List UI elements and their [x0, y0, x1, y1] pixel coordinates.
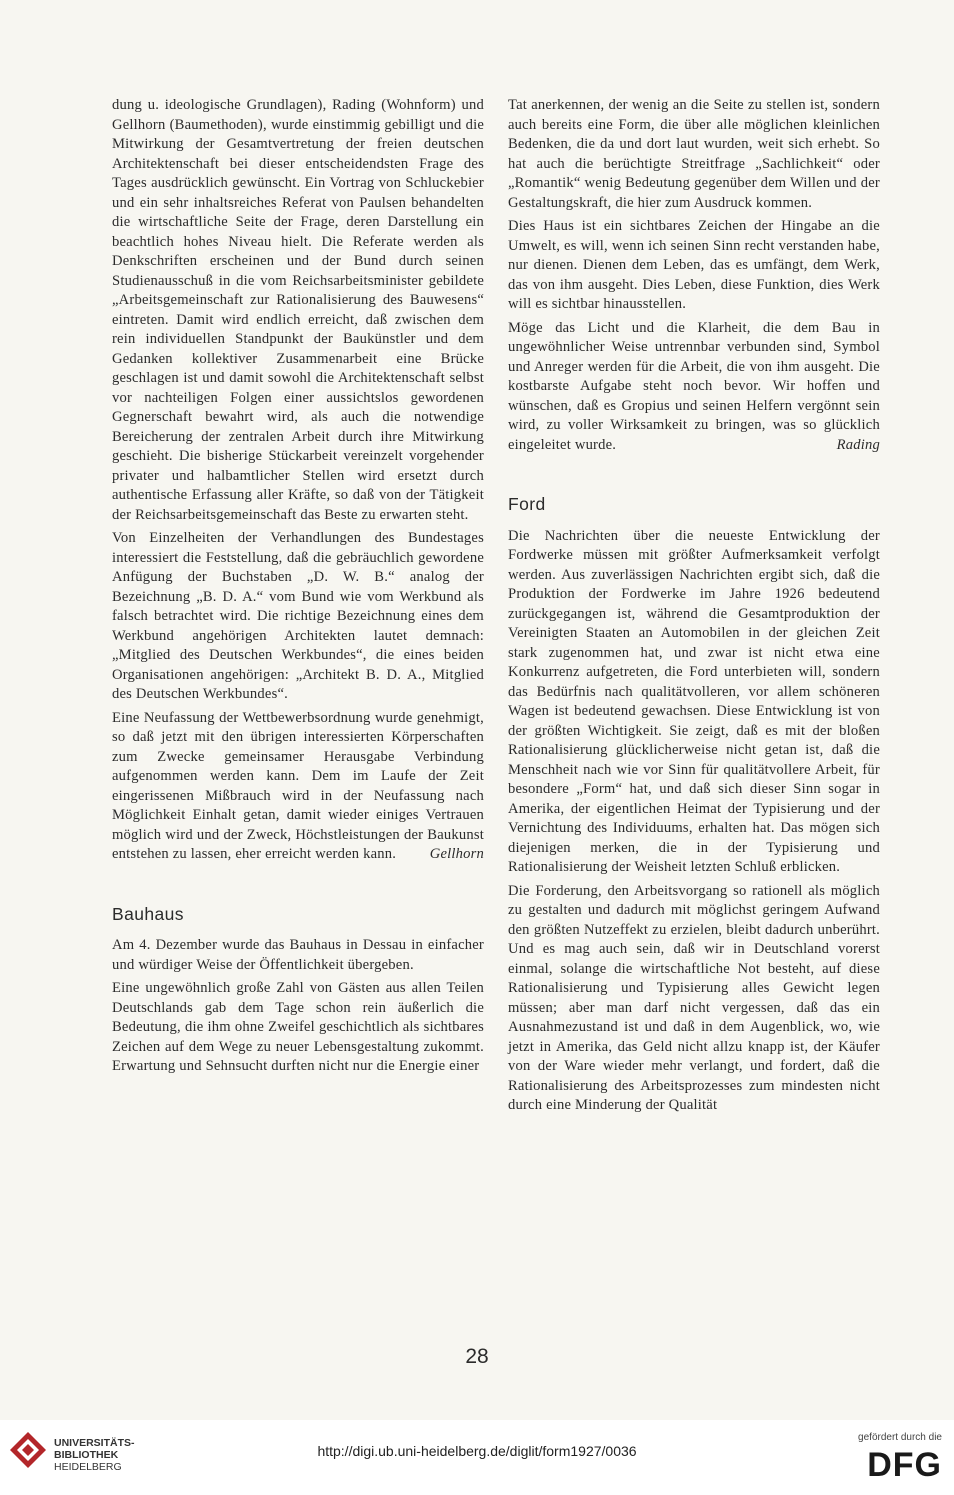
paragraph: dung u. ideologische Grundlagen), Rading (Wohnform) und Gellhorn (Baumethoden), wurde einstimmig gebilligt und die Mitwirkung der Gesamtvertretung der freien deutschen Architektenschaft bei dieser entscheidendsten Frage des Tages ausdrücklich gewünscht. Ein Vortrag von Schluckebier und ein sehr inhaltsreiches Referat von Paulsen behandelten die wirtschaftliche Seite der Frage, deren Darstellung ein beachtlich hohes Niveau hielt. Die Referate werden als Denkschriften erscheinen und der Bund durch seinen Studienausschuß in die vom Reichsarbeitsminister gebildete „Arbeitsgemeinschaft zur Rationalisierung des Bauwesens“ eintreten. Damit wird endlich erreicht, daß zwischen dem rein individuellen Standpunkt der Baukünstler und dem Gedanken kollektiver Zusammenarbeit eine Brücke geschlagen ist und damit sowohl die Architektenschaft selbst vor nachteiligen Folgen einer aussichtslos gewordenen Gegnerschaft bewahrt wird, als auch die notwendige Bereicherung der zentralen Arbeit durch ihre Mitwirkung geschieht. Die bisherige Stückarbeit vereinzelt vorgehender privater und halbamtlicher Stellen wird ersetzt durch authentische Erfassung aller Kräfte, so daß von der Tätigkeit der Reichsarbeitsgemeinschaft das Beste zu erwarten steht. — [112, 97, 484, 523]
author-signature: Rading — [836, 436, 880, 453]
author-signature: Gellhorn — [429, 846, 484, 862]
paragraph: Tat anerkennen, der wenig an die Seite zu stellen ist, sondern auch bereits eine Form, die über alle möglichen kleinlichen Bedenken, die da und dort laut wurden, weit sich erhebt. So hat auch die berüchtigte Streitfrage „Sachlichkeit“ oder „Romantik“ wenig Bedeutung gegenüber dem Willen und der Gestaltungskraft, die hier zum Ausdruck kommen. — [508, 97, 880, 211]
paragraph: Die Forderung, den Arbeitsvorgang so rationell als möglich zu gestalten und dadurch mit möglichst geringem Aufwand den größten Nutzeffekt zu erzielen, bleibt dadurch unberührt. Und es mag auch sein, daß wir in Deutschland vorerst einmal, solange die wirtschaftliche Not besteht, auf diese Rationalisierung und Typisierung alles Gewicht legen müssen; aber man darf nicht vergessen, daß das ein Ausnahmezustand ist und daß in dem Augenblick, wo, wie jetzt in Amerika, das Geld nicht allzu knapp ist, der Käufer von der Ware wieder mehr verlangt, und fordert, daß die Rationalisierung des Arbeitsprozesses zum mindesten nicht durch eine Minderung der Qualität — [508, 882, 880, 1113]
left-column — [112, 96, 484, 1081]
paragraph: Dies Haus ist ein sichtbares Zeichen der Hingabe an die Umwelt, es will, wenn ich seinen Sinn recht verstanden habe, nur dienen. Dienen dem Leben, das es umfängt, dem Werk, das von ihm ausgeht. Dies Leben, diese Funktion, dies Werk will es sichtbar hinausstellen. — [508, 218, 880, 312]
paragraph-text: Möge das Licht und die Klarheit, die dem Bau in ungewöhnlicher Weise untrennbar verbunden sind, Symbol und Anreger werden für die Arbeit, die von ihm ausgeht. Die kostbarste Aufgabe steht noch bevor. Wir hoffen und wünschen, daß es Gropius und seinen Helfern vergönnt sein wird, zu voller Wirksamkeit zu bringen, was so glücklich eingeleitet wurde. — [508, 319, 880, 453]
source-url-link[interactable]: http://digi.ub.uni-heidelberg.de/diglit/form1927/0036 — [317, 1443, 637, 1459]
funder-caption: gefördert durch die — [858, 1432, 942, 1443]
paragraph — [508, 319, 880, 456]
section-heading-bauhaus: Bauhaus — [112, 903, 184, 924]
right-column — [508, 96, 880, 1120]
paragraph: Von Einzelheiten der Verhandlungen des Bundestages interessiert die Feststellung, daß die gebräuchlich gewordene Anfügung der Buchstaben „D. W. B.“ analog der Bezeichnung „B. D. A.“ vom Bund wie vom Werkbund als falsch betrachtet wird. Die richtige Bezeichnung eines dem Werkbund angehörigen Architekten lautet demnach: „Mitglied des Deutschen Werkbundes“, die eines beiden Organisationen angehörigen: „Architekt B. D. A., Mitglied des Deutschen Werkbundes“. — [112, 530, 484, 702]
paragraph-text: Eine Neufassung der Wettbewerbsordnung wurde genehmigt, so daß jetzt mit den übrigen interessierten Körperschaften zum Zwecke gemeinsamer Herausgabe Verbindung aufgenommen werden kann. Dem im Laufe der Zeit eingerissenen Mißbrauch wird in der Neufassung nach Möglichkeit Einhalt getan, damit wieder einiges Vertrauen möglich wird und der Zweck, Höchstleistungen der Baukunst entstehen zu lassen, eher erreicht werden kann. — [112, 709, 484, 862]
paragraph: Am 4. Dezember wurde das Bauhaus in Dessau in einfacher und würdiger Weise der Öffentlichkeit übergeben. — [112, 937, 484, 973]
library-name-line: HEIDELBERG — [54, 1461, 122, 1473]
paragraph — [112, 709, 484, 865]
library-name-line: UNIVERSITÄTS- — [54, 1437, 135, 1449]
section-heading-ford: Ford — [508, 494, 546, 514]
library-name-line: BIBLIOTHEK — [54, 1449, 119, 1461]
page-number: 28 — [465, 1345, 489, 1368]
paragraph: Eine ungewöhnlich große Zahl von Gästen aus allen Teilen Deutschlands gab dem Tage schon rein äußerlich die Bedeutung, die ihm ohne Zweifel geschichtlich als sichtbares Zeichen auf dem Wege zu neuer Lebensgestaltung zukommt. Erwartung und Sehnsucht durften nicht nur die Energie einer — [112, 980, 484, 1074]
paragraph: Die Nachrichten über die neueste Entwicklung der Fordwerke müssen mit größter Aufmerksamkeit verfolgt werden. Aus zuverlässigen Nachrichten ergibt sich, daß die Produktion der Fordwerke im Jahre 1926 bedeutend zurückgegangen ist, während die Gesamtproduktion der Vereinigten Staaten an Automobilen in der gleichen Zeit stark zugenommen hat, und zwar ist nicht etwa eine Konkurrenz aufgetreten, die Ford unterbieten will, sondern das Bedürfnis nach qualitätvolleren, vor allem schöneren Wagen ist bedeutend gewachsen. Diese Entwicklung ist von der größten Wichtigkeit. Sie zeigt, daß es mit der bloßen Rationalisierung glücklicherweise nicht getan ist, daß die Menschheit nach wie vor Sinn für qualitätvollere Arbeit, für besondere „Form“ hat, und daß sich dieser Sinn sogar in Amerika, der eigentlichen Heimat der Typisierung und der Vernichtung des Individuums, erhalten hat. Das mögen sich diejenigen merken, die in der Typisierung und Rationalisierung der Weisheit letzten Schluß erblicken. — [508, 527, 880, 875]
dfg-logo: DFG — [867, 1446, 942, 1484]
